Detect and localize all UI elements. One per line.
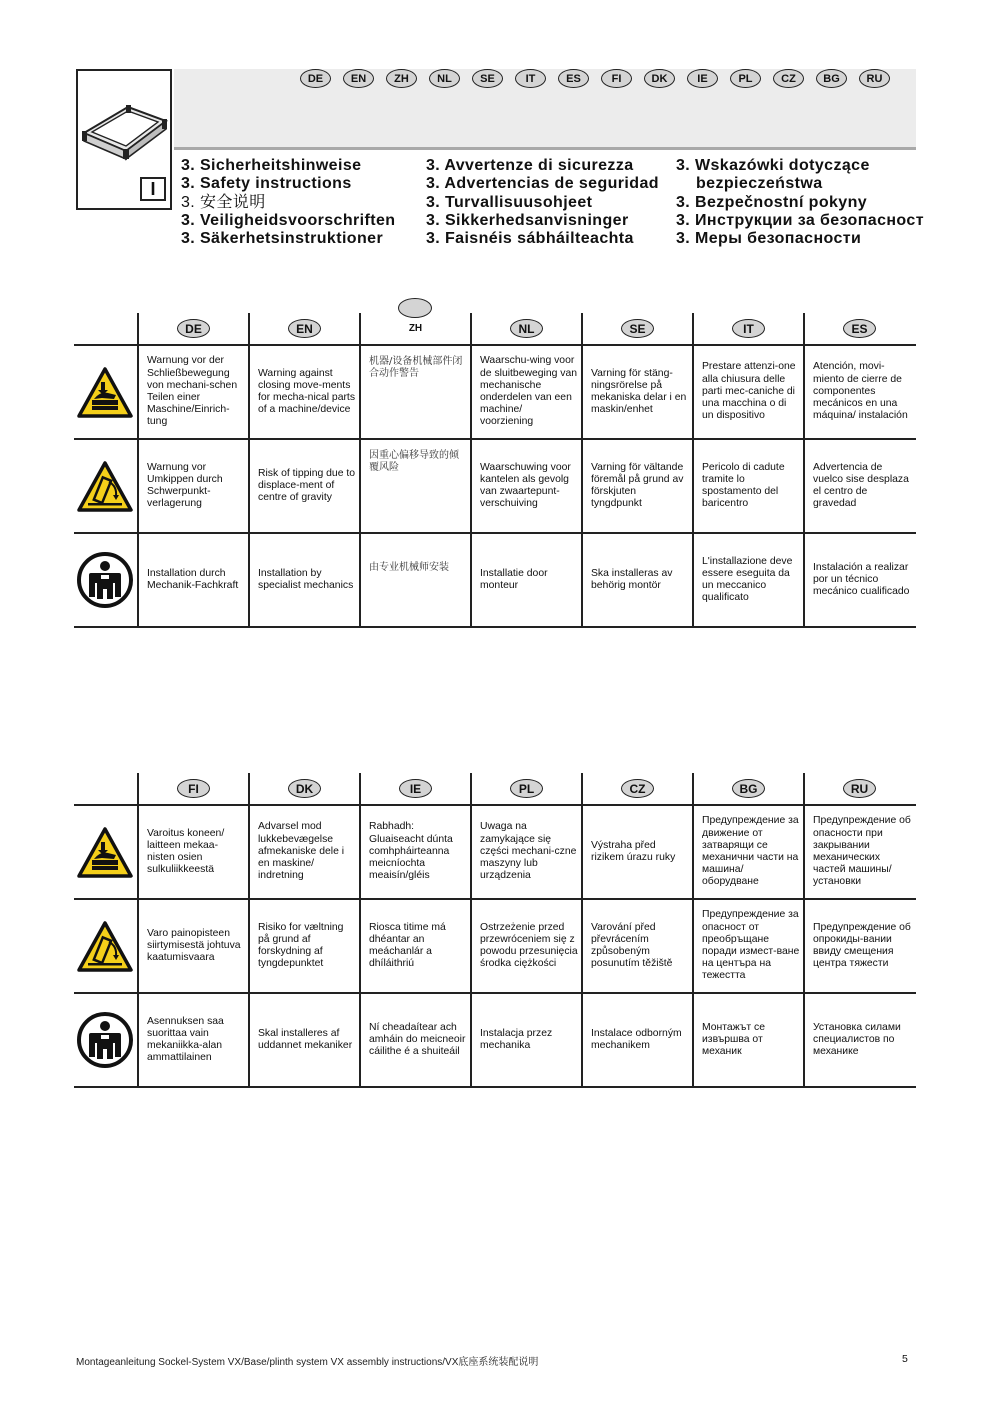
safety-table-2 xyxy=(74,773,916,1089)
lang-badge-es: ES xyxy=(558,69,589,88)
cell-es: Instalación a realizar por un técnico mecánico cualificado xyxy=(813,561,910,598)
lang-badge-se: SE xyxy=(472,69,503,88)
cell-ie: Riosca titime má dhéantar an meáchanlár a dhíláithriú xyxy=(369,921,446,970)
lang-badge-zh: ZH xyxy=(386,69,417,88)
cell-fi: Varo painopisteen siirtymisestä johtuva kaatumisvaara xyxy=(147,927,241,964)
col-header-ie: IE xyxy=(399,779,432,798)
table-row xyxy=(74,440,916,532)
cell-nl: Installatie door monteur xyxy=(480,567,548,591)
cell-en: Warning against closing move-ments for mecha-nical parts of a machine/device xyxy=(258,367,356,416)
cell-bg: Монтажът се извършва от механик xyxy=(702,1021,766,1058)
cell-it: Prestare attenzi-one alla chiusura delle parti mec-caniche di una macchina o di un dispositivo xyxy=(702,361,796,422)
lang-badge-en: EN xyxy=(343,69,374,88)
titles-column-1 xyxy=(181,157,395,248)
col-header-es: ES xyxy=(843,319,876,338)
cell-ie: Ní cheadaítear ach amháin do meicneoir cáilithe é a shuiteáil xyxy=(369,1021,466,1058)
footer-text: Montageanleitung Sockel-System VX/Base/plinth system VX assembly instructions/VX底座系统装配说明 xyxy=(76,1357,539,1368)
language-selector xyxy=(300,69,890,93)
col-header-pl: PL xyxy=(510,779,543,798)
lang-badge-bg: BG xyxy=(816,69,847,88)
cell-de: Warnung vor der Schließbewegung von mechani-schen Teilen einer Maschine/Einrich-tung xyxy=(147,355,238,428)
title-de: 3. Sicherheitshinweise xyxy=(181,157,362,174)
page-number: 5 xyxy=(902,1353,908,1365)
cell-zh: 机器/设备机械部件闭合动作警告 xyxy=(369,356,463,380)
col-header-fi: FI xyxy=(177,779,210,798)
cell-it: Pericolo di cadute tramite lo spostamento del baricentro xyxy=(702,461,785,510)
cell-de: Warnung vor Umkippen durch Schwerpunkt-verlagerung xyxy=(147,461,223,510)
table-header-row xyxy=(74,773,916,804)
lang-badge-it: IT xyxy=(515,69,546,88)
plinth-frame-icon xyxy=(78,71,170,171)
title-it: 3. Avvertenze di sicurezza xyxy=(426,157,634,174)
cell-bg: Предупреждение за опасност от преобръщане поради измест-ване на центъра на тежестта xyxy=(702,909,800,982)
col-header-cz: CZ xyxy=(621,779,654,798)
cell-bg: Предупреждение за движение от затварящи се механични части на машина/ оборудване xyxy=(702,815,799,888)
safety-table-1 xyxy=(74,313,916,629)
zh-oval xyxy=(398,298,432,318)
table-row xyxy=(74,806,916,898)
cell-it: L'installazione deve essere eseguita da un meccanico qualificato xyxy=(702,555,793,604)
header-rule xyxy=(174,147,916,150)
table-row xyxy=(74,534,916,626)
title-fi: 3. Turvallisuusohjeet xyxy=(426,193,593,211)
title-dk: 3. Sikkerhedsanvisninger xyxy=(426,211,629,229)
cell-pl: Instalacja przez mechanika xyxy=(480,1027,553,1051)
cell-se: Varning för vältande föremål på grund av förskjuten tyngdpunkt xyxy=(591,461,684,510)
lang-badge-ru: RU xyxy=(859,69,890,88)
titles-column-2 xyxy=(426,157,659,248)
table-row xyxy=(74,900,916,992)
plinth-thumbnail xyxy=(76,69,172,210)
cell-es: Advertencia de vuelco sise desplaza el centro de gravedad xyxy=(813,461,909,510)
cell-nl: Waarschu-wing voor de sluitbeweging van mechanische onderdelen van een machine/ voorziening xyxy=(480,355,578,428)
table-row xyxy=(74,346,916,438)
figure-label: I xyxy=(140,177,166,201)
col-header-nl: NL xyxy=(510,319,543,338)
specialist-mechanic-icon xyxy=(76,551,134,609)
title-se: 3. Säkerhetsinstruktioner xyxy=(181,230,384,248)
title-pl: 3. Wskazówki dotyczące xyxy=(676,157,870,174)
lang-badge-nl: NL xyxy=(429,69,460,88)
col-header-se: SE xyxy=(621,319,654,338)
col-header-dk: DK xyxy=(288,779,321,798)
title-zh: 3. 安全说明 xyxy=(181,193,266,211)
title-nl: 3. Veiligheidsvoorschriften xyxy=(181,211,396,229)
col-header-de: DE xyxy=(177,319,210,338)
crush-hazard-warning-icon xyxy=(76,824,134,882)
cell-en: Risk of tipping due to displace-ment of centre of gravity xyxy=(258,467,356,504)
title-es: 3. Advertencias de seguridad xyxy=(426,175,659,193)
cell-en: Installation by specialist mechanics xyxy=(258,567,354,591)
col-header-en: EN xyxy=(288,319,321,338)
cell-pl: Ostrzeżenie przed przewróceniem się z powodu przesunięcia środka ciężkości xyxy=(480,921,578,970)
title-en: 3. Safety instructions xyxy=(181,175,352,193)
cell-dk: Risiko for væltning på grund af forskydning af tyngdepunktet xyxy=(258,921,344,970)
rule xyxy=(74,626,916,628)
lang-badge-de: DE xyxy=(300,69,331,88)
lang-badge-pl: PL xyxy=(730,69,761,88)
cell-de: Installation durch Mechanik-Fachkraft xyxy=(147,567,239,591)
table-header-row xyxy=(74,313,916,344)
cell-dk: Advarsel mod lukkebevægelse afmekaniske dele i en maskine/ indretning xyxy=(258,821,345,882)
crush-hazard-warning-icon xyxy=(76,364,134,422)
col-header-zh: ZH xyxy=(408,323,423,334)
lang-badge-dk: DK xyxy=(644,69,675,88)
cell-se: Varning för stäng-ningsrörelse på mekaniska delar i en maskin/enhet xyxy=(591,367,687,416)
lang-badge-ie: IE xyxy=(687,69,718,88)
cell-fi: Asennuksen saa suorittaa vain mekaniikka-alan ammattilainen xyxy=(147,1015,224,1064)
title-ru: 3. Меры безопасности xyxy=(676,230,862,248)
titles-column-3 xyxy=(676,157,924,248)
cell-es: Atención, movi-miento de cierre de componentes mecánicos en una máquina/ instalación xyxy=(813,361,908,422)
cell-ru: Установка силами специалистов по механике xyxy=(813,1021,901,1058)
cell-ru: Предупреждение об опрокиды-вании ввиду смещения центра тяжести xyxy=(813,921,911,970)
table-row xyxy=(74,994,916,1086)
cell-fi: Varoitus koneen/ laitteen mekaa-nisten osien sulkuliikkeestä xyxy=(147,827,225,876)
title-bg: 3. Инструкции за безопасност xyxy=(676,211,924,229)
title-ie: 3. Faisnéis sábháilteachta xyxy=(426,230,634,248)
tipping-hazard-warning-icon xyxy=(76,918,134,976)
col-header-it: IT xyxy=(732,319,765,338)
tipping-hazard-warning-icon xyxy=(76,458,134,516)
cell-se: Ska installeras av behörig montör xyxy=(591,567,673,591)
col-header-bg: BG xyxy=(732,779,765,798)
cell-nl: Waarschuwing voor kantelen als gevolg van zwaartepunt-verschuiving xyxy=(480,461,571,510)
col-header-ru: RU xyxy=(843,779,876,798)
cell-zh: 由专业机械师安装 xyxy=(369,562,449,573)
cell-cz: Výstraha před rizikem úrazu ruky xyxy=(591,839,676,863)
cell-dk: Skal installeres af uddannet mekaniker xyxy=(258,1027,353,1051)
lang-badge-cz: CZ xyxy=(773,69,804,88)
cell-ie: Rabhadh: Gluaiseacht dúnta comhpháirteanna meicníochta meaisín/gléis xyxy=(369,821,453,882)
title-pl-cont: bezpieczeństwa xyxy=(696,175,823,193)
title-cz: 3. Bezpečnostní pokyny xyxy=(676,193,868,211)
cell-cz: Varování před převrácením způsobeným posunutím těžiště xyxy=(591,921,673,970)
cell-cz: Instalace odborným mechanikem xyxy=(591,1027,682,1051)
specialist-mechanic-icon xyxy=(76,1011,134,1069)
cell-zh: 因重心偏移导致的倾覆风险 xyxy=(369,450,459,474)
cell-ru: Предупреждение об опасности при закрывании механических частей машины/ установки xyxy=(813,815,911,888)
lang-badge-fi: FI xyxy=(601,69,632,88)
cell-pl: Uwaga na zamykające się części mechani-czne maszyny lub urządzenia xyxy=(480,821,577,882)
